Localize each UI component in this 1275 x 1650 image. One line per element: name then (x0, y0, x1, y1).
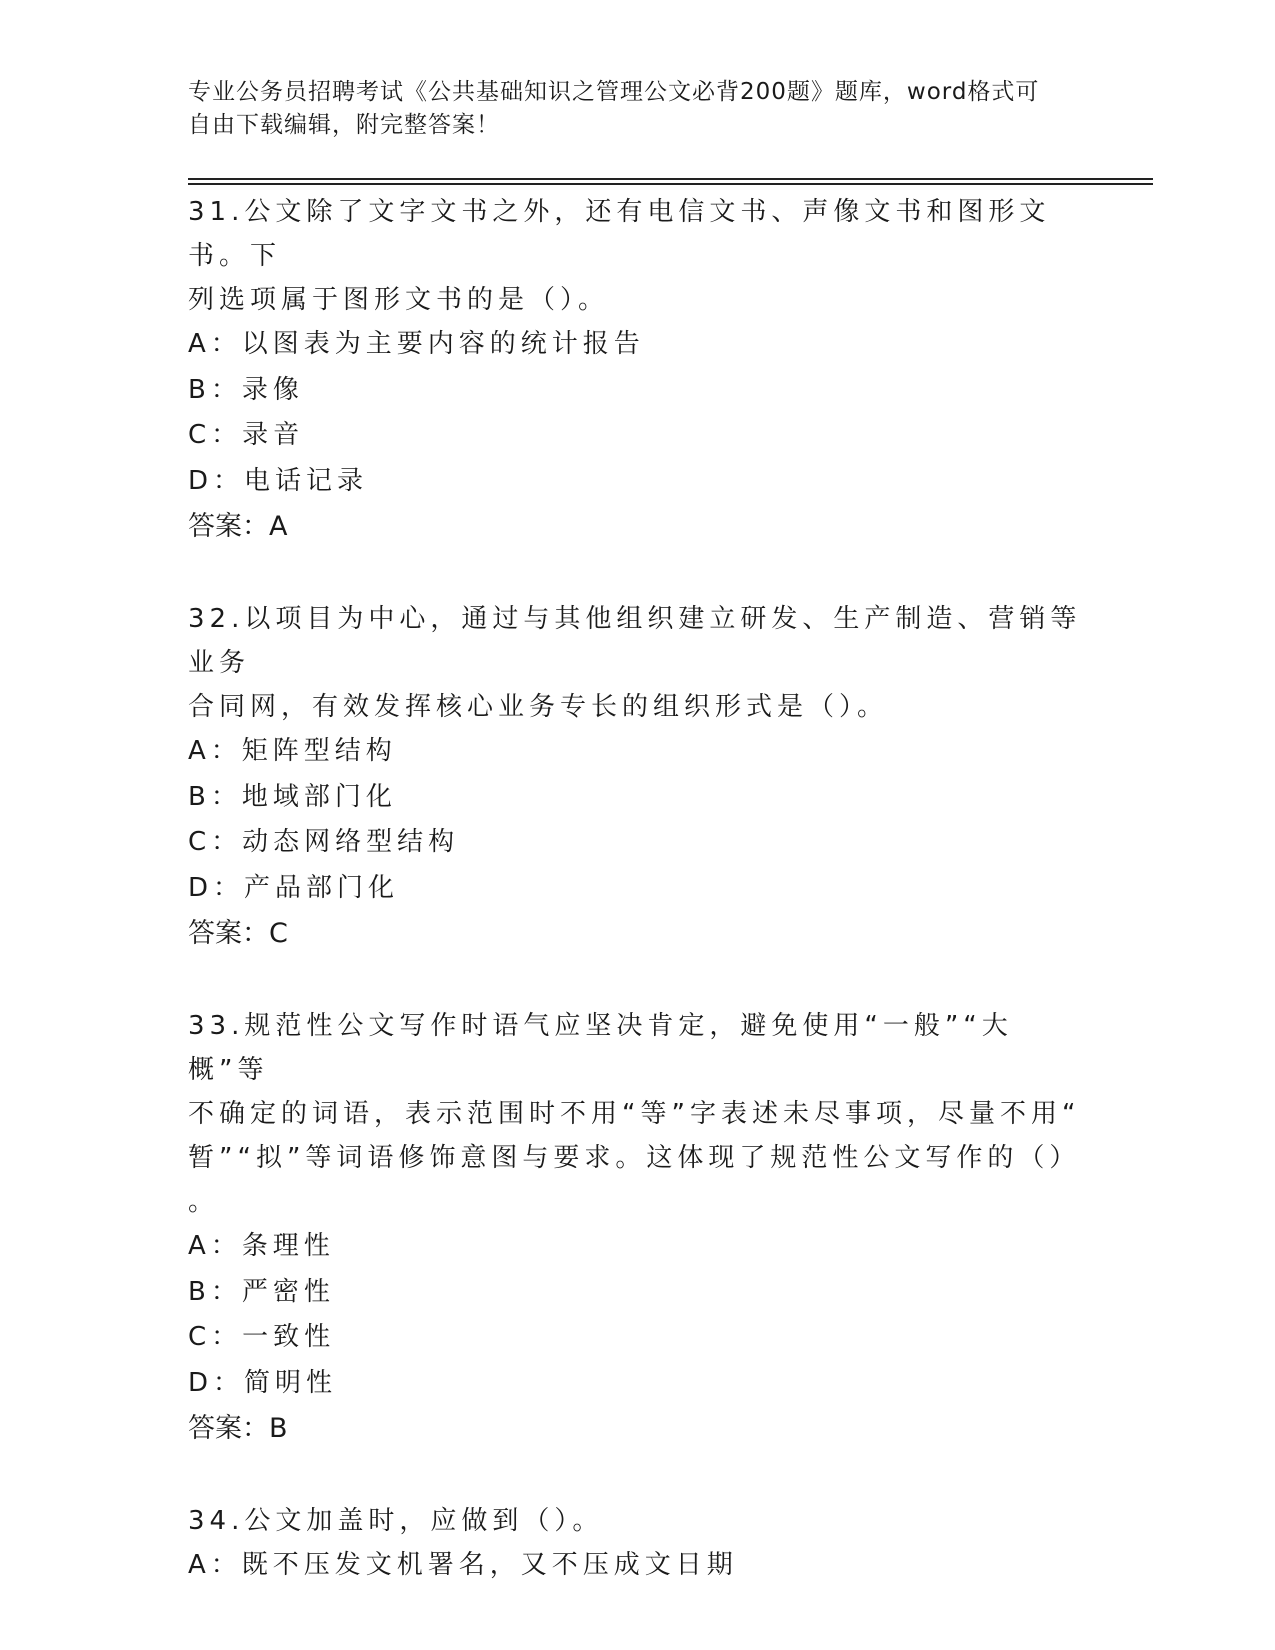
answer: 答案：B (188, 1413, 288, 1444)
question-31 (188, 190, 1088, 550)
question-stem (188, 190, 1088, 322)
option-b: B：地域部门化 (188, 781, 397, 812)
option-d: D：简明性 (188, 1367, 338, 1398)
stem-line: 32.以项目为中心，通过与其他组织建立研发、生产制造、营销等业务 (188, 604, 1082, 678)
option-a: A：条理性 (188, 1231, 335, 1261)
option-b: B：严密性 (188, 1276, 335, 1307)
stem-line: 。 (188, 1187, 220, 1217)
answer: 答案：C (188, 918, 288, 949)
question-32 (188, 597, 1088, 957)
question-33 (188, 1004, 1088, 1452)
question-list (188, 190, 1088, 1636)
option-a: A：矩阵型结构 (188, 736, 397, 766)
stem-line: 31.公文除了文字文书之外，还有电信文书、声像文书和图形文书。下 (188, 197, 1051, 271)
stem-line: 不确定的词语，表示范围时不用“等”字表述未尽事项，尽量不用“ (188, 1099, 1081, 1129)
question-stem (188, 597, 1088, 729)
option-c: C：动态网络型结构 (188, 827, 460, 857)
stem-line: 34.公文加盖时，应做到（）。 (188, 1506, 604, 1536)
header-line-1: 专业公务员招聘考试《公共基础知识之管理公文必背200题》题库，word格式可 (188, 79, 1040, 105)
header-divider-top (188, 178, 1153, 180)
stem-line: 合同网，有效发挥核心业务专长的组织形式是（）。 (188, 692, 889, 722)
question-stem (188, 1004, 1088, 1224)
option-b: B：录像 (188, 374, 304, 405)
option-c: C：一致性 (188, 1322, 336, 1352)
option-d: D：电话记录 (188, 465, 369, 496)
option-a: A：既不压发文机署名，又不压成文日期 (188, 1550, 738, 1580)
question-34 (188, 1499, 1088, 1589)
stem-line: 暂”“拟”等词语修饰意图与要求。这体现了规范性公文写作的（） (188, 1143, 1081, 1173)
option-c: C：录音 (188, 420, 305, 450)
answer: 答案：A (188, 511, 288, 542)
document-header (188, 76, 1088, 142)
option-a: A：以图表为主要内容的统计报告 (188, 329, 645, 359)
stem-line: 33.规范性公文写作时语气应坚决肯定，避免使用“一般”“大概”等 (188, 1011, 1013, 1085)
header-divider-bottom (188, 183, 1153, 185)
option-d: D：产品部门化 (188, 872, 400, 903)
question-stem (188, 1499, 1088, 1543)
stem-line: 列选项属于图形文书的是（）。 (188, 285, 610, 315)
header-line-2: 自由下载编辑，附完整答案！ (188, 112, 500, 138)
